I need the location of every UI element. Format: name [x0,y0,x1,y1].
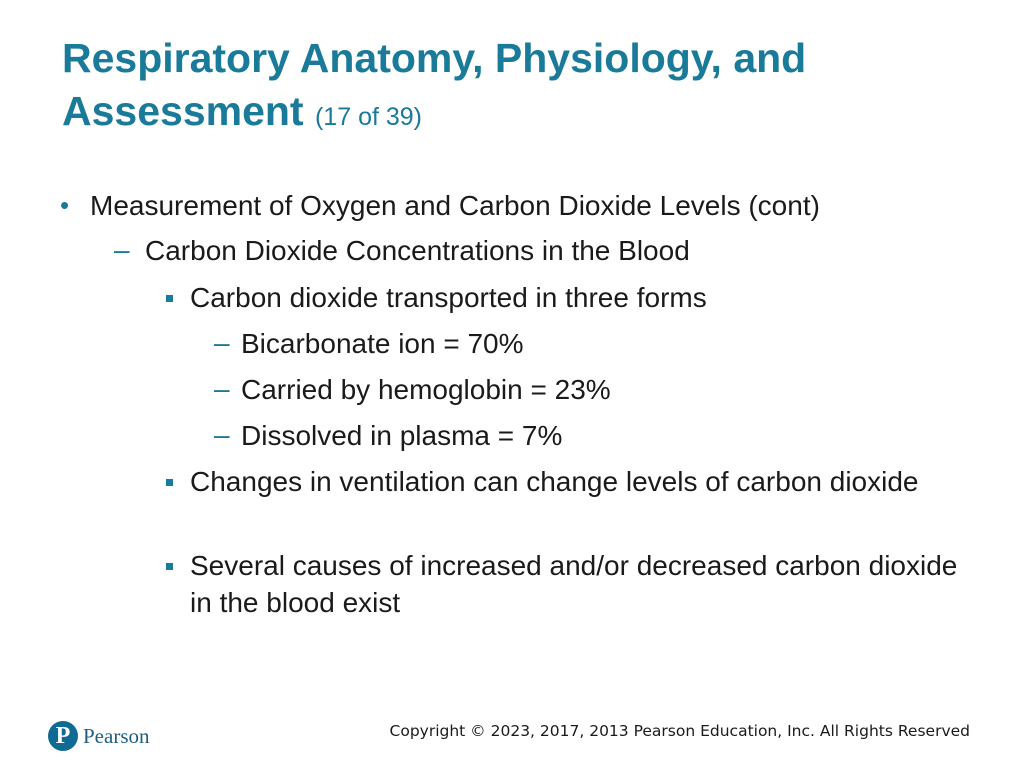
level1-bullet-text: Measurement of Oxygen and Carbon Dioxide Levels (cont) [90,190,820,221]
pearson-logo [48,718,150,754]
level4-bullet-text-plasma: Dissolved in plasma = 7% [241,420,563,451]
slide-counter: (17 of 39) [314,103,422,131]
dash-bullet-icon: – [214,373,230,404]
copyright-notice: Copyright © 2023, 2017, 2013 Pearson Education, Inc. All Rights Reserved [389,722,970,740]
level3-bullet-text-transport: Carbon dioxide transported in three forms [190,282,707,313]
pearson-logo-icon: P [48,721,78,751]
bullet-dot-icon: • [60,190,70,220]
square-bullet-icon [166,563,173,570]
level4-bullet-text-bicarbonate: Bicarbonate ion = 70% [241,328,524,359]
slide-title [62,32,962,144]
square-bullet-icon [166,295,173,302]
square-bullet-icon [166,479,173,486]
dash-bullet-icon: – [214,419,230,450]
level4-bullet-text-hemoglobin: Carried by hemoglobin = 23% [241,374,611,405]
dash-bullet-icon: – [114,234,130,265]
level2-bullet-text: Carbon Dioxide Concentrations in the Blood [145,235,690,266]
level3-bullet-text-ventilation: Changes in ventilation can change levels of carbon dioxide [190,466,919,497]
level3-bullet-text-causes: Several causes of increased and/or decreased carbon dioxide in the blood exist [190,550,958,618]
pearson-logo-text: Pearson [83,723,150,748]
dash-bullet-icon: – [214,327,230,358]
slide-title-text: Respiratory Anatomy, Physiology, and Assessment [62,35,807,134]
